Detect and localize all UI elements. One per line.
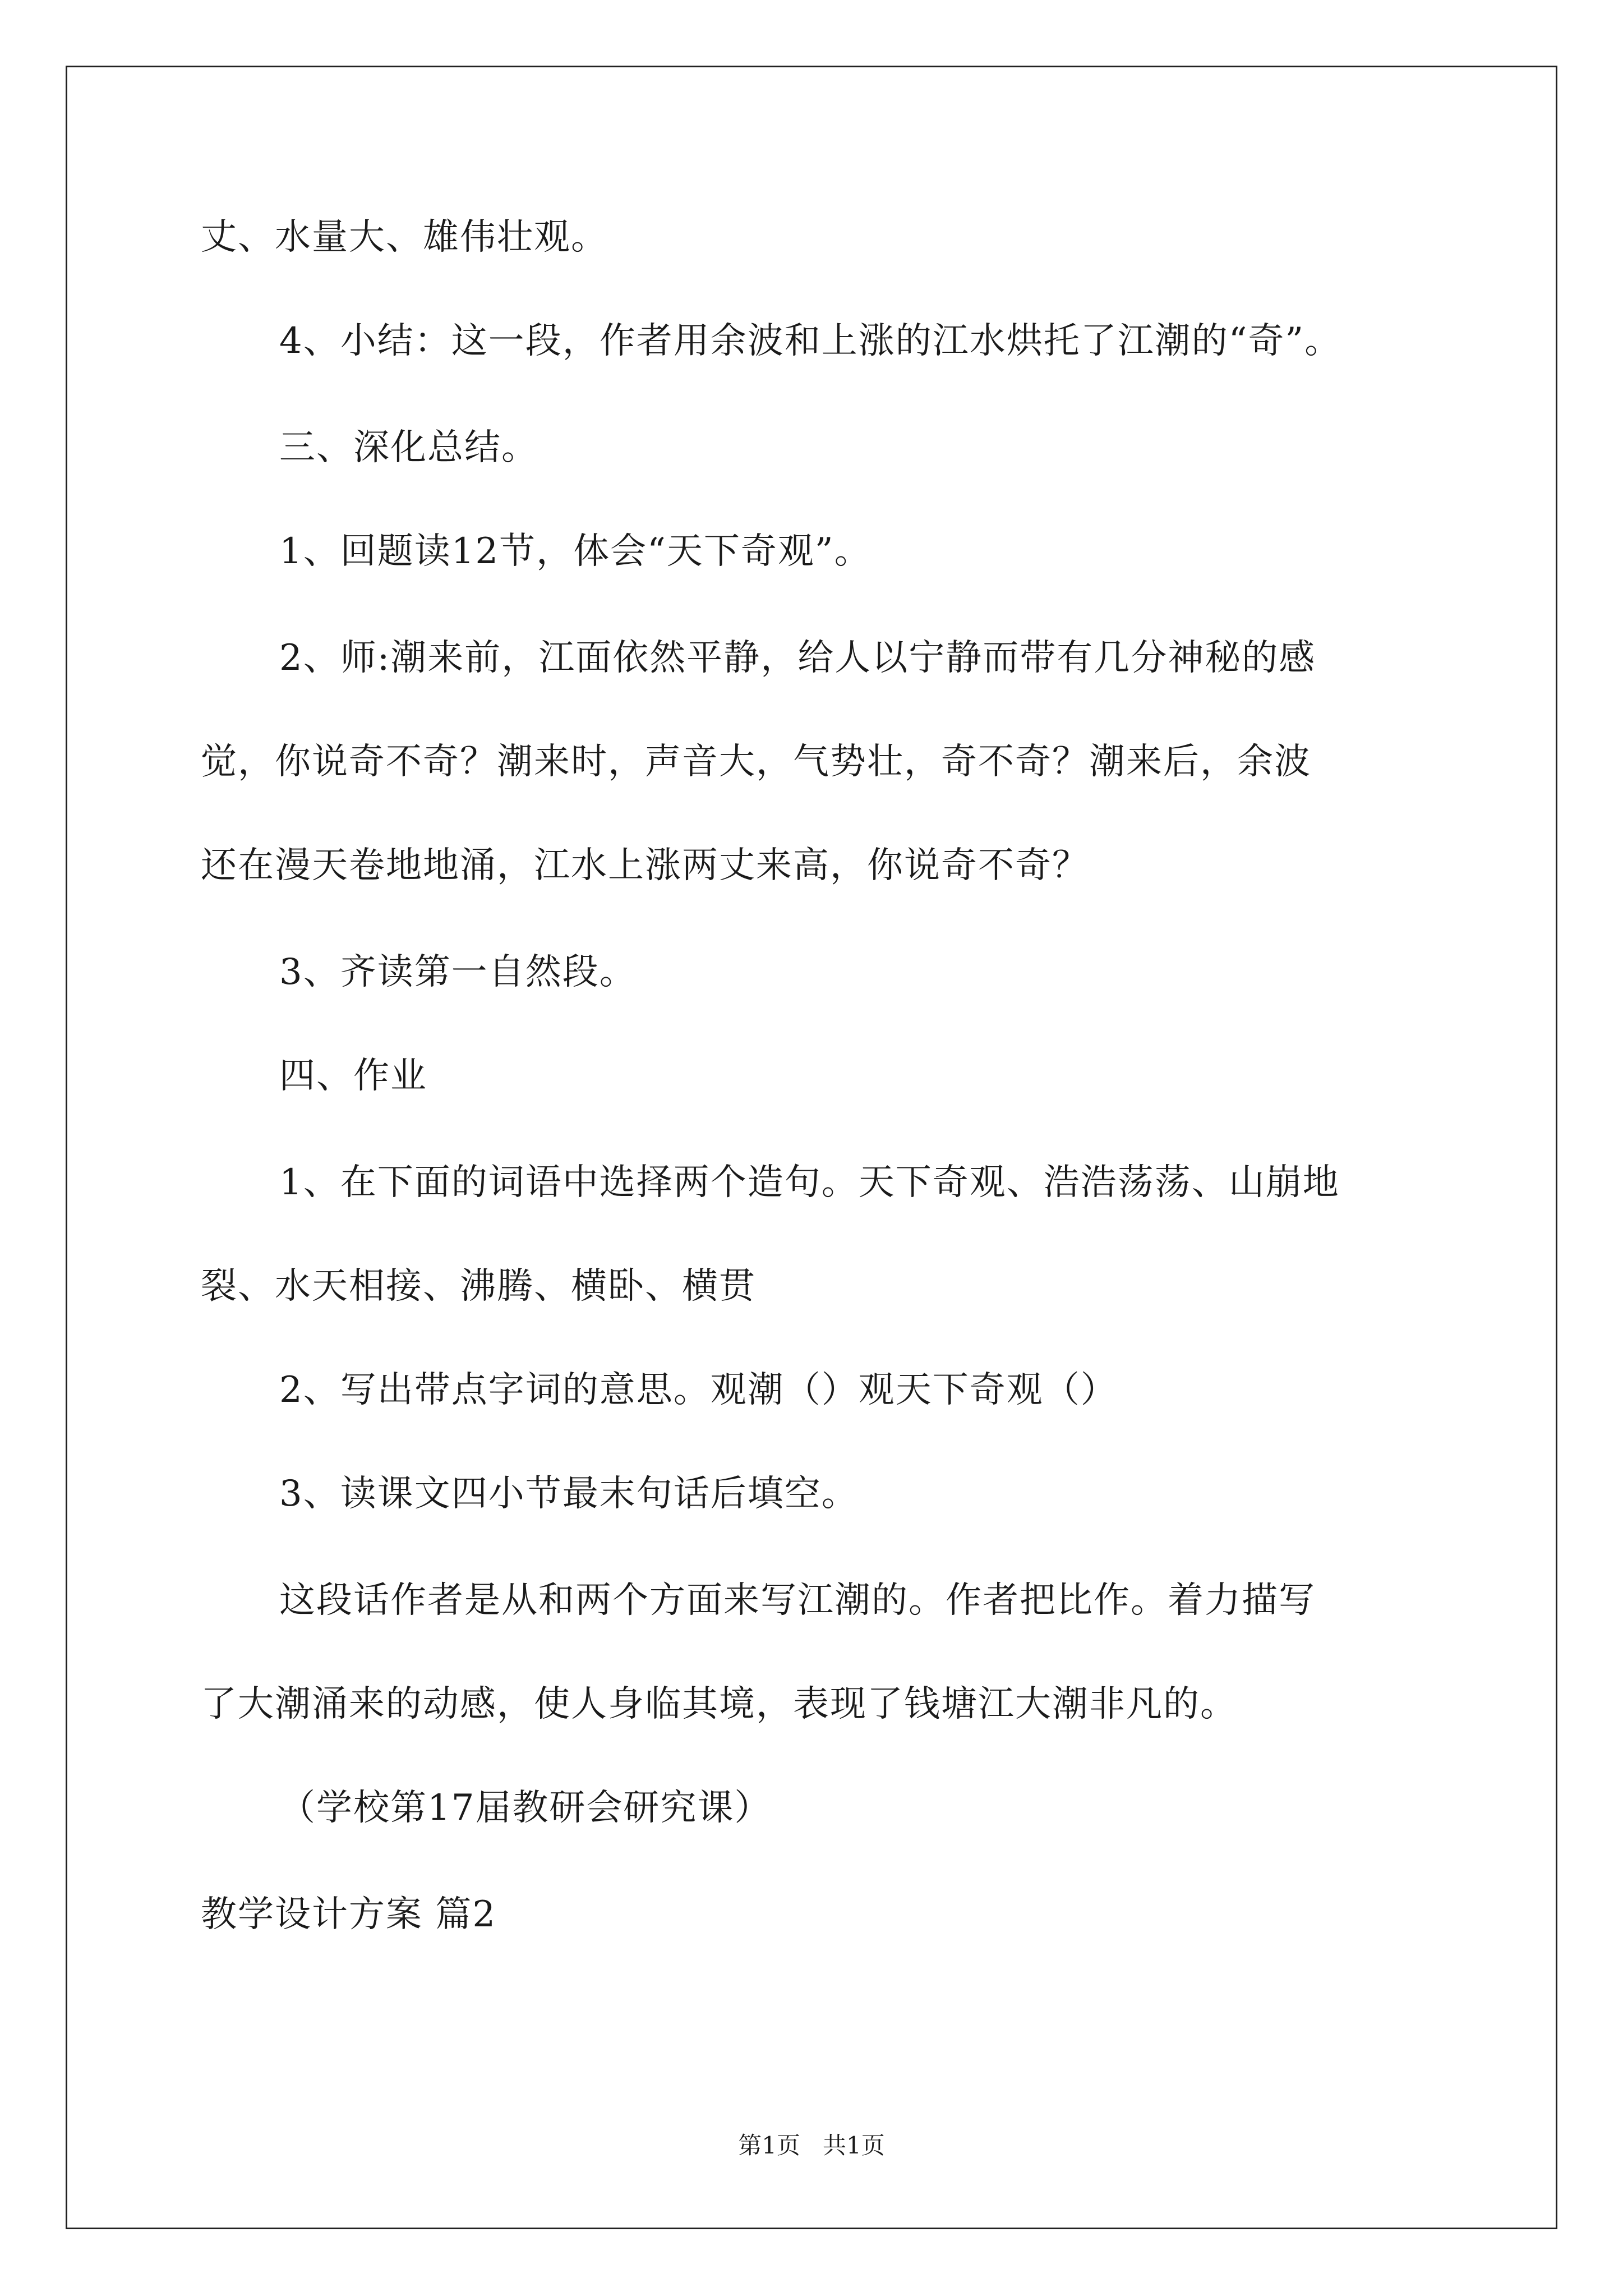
text-line-14: 这段话作者是从和两个方面来写江潮的。作者把比作。着力描写 <box>279 1580 1316 1621</box>
text-line-3: 三、深化总结。 <box>279 427 538 468</box>
text-line-5: 2、师:潮来前，江面依然平静，给人以宁静而带有几分神秘的感 <box>279 637 1316 679</box>
page-footer: 第1页 共1页 <box>738 2132 885 2159</box>
text-line-7: 还在漫天卷地地涌，江水上涨两丈来高，你说奇不奇？ <box>201 845 1089 886</box>
text-line-11: 裂、水天相接、沸腾、横卧、横贯 <box>201 1266 756 1307</box>
text-line-8: 3、齐读第一自然段。 <box>279 951 637 993</box>
text-line-1: 丈、水量大、雄伟壮观。 <box>201 217 608 258</box>
text-line-13: 3、读课文四小节最末句话后填空。 <box>279 1473 859 1515</box>
text-line-4: 1、回题读12节，体会“天下奇观”。 <box>279 531 872 572</box>
text-line-2: 4、小结：这一段，作者用余波和上涨的江水烘托了江潮的“奇”。 <box>279 320 1342 362</box>
text-line-10: 1、在下面的词语中选择两个造句。天下奇观、浩浩荡荡、山崩地 <box>279 1162 1340 1203</box>
text-line-12: 2、写出带点字词的意思。观潮（）观天下奇观（） <box>279 1369 1118 1411</box>
text-line-16: （学校第17届教研会研究课） <box>279 1787 772 1829</box>
section-heading: 教学设计方案 篇2 <box>201 1894 497 1935</box>
text-line-6: 觉，你说奇不奇？潮来时，声音大，气势壮，奇不奇？潮来后，余波 <box>201 741 1311 783</box>
text-line-15: 了大潮涌来的动感，使人身临其境，表现了钱塘江大潮非凡的。 <box>201 1683 1237 1725</box>
text-line-9: 四、作业 <box>279 1055 427 1097</box>
